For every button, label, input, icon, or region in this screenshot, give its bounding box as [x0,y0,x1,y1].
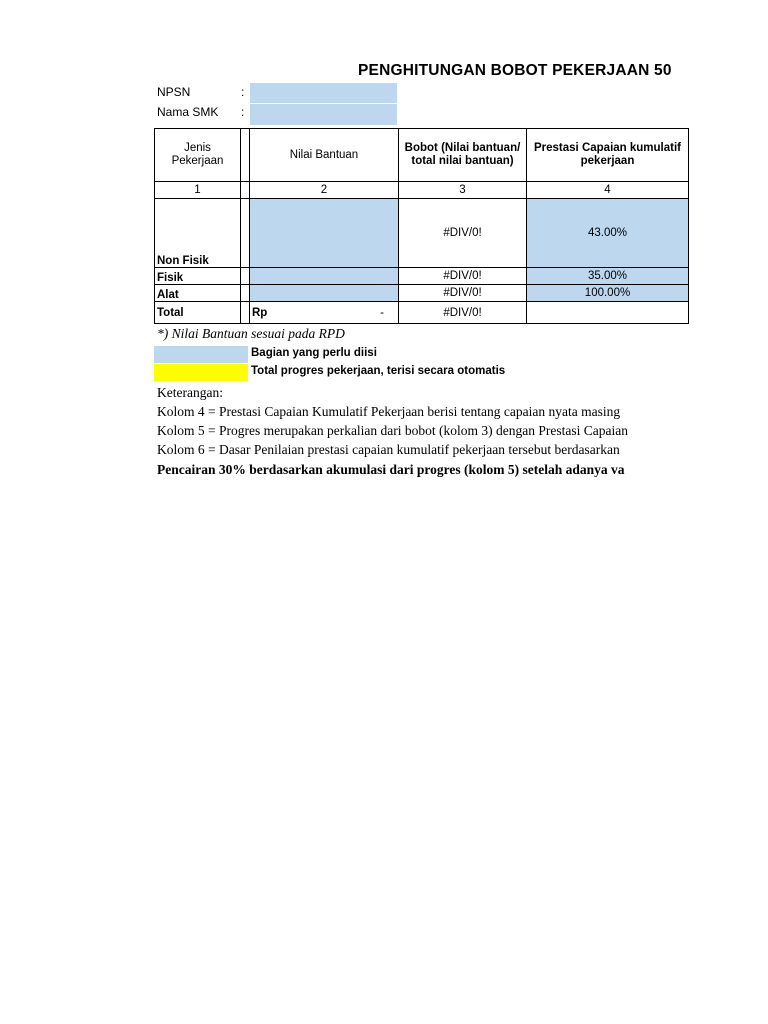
rpd-note: *) Nilai Bantuan sesuai pada RPD [157,326,345,341]
npsn-label: NPSN [157,85,191,99]
col-number-spacer [241,182,250,199]
row-spacer [241,199,250,268]
total-prestasi [527,302,689,324]
col-number-4: 4 [527,182,689,199]
total-nilai-bantuan [250,302,399,324]
keterangan-line-kolom-5: Kolom 5 = Progres merupakan perkalian dari bobot (kolom 3) dengan Prestasi Capaian [157,423,628,438]
bobot-value-non-fisik: #DIV/0! [399,199,527,268]
keterangan-line-pencairan: Pencairan 30% berdasarkan akumulasi dari progres (kolom 5) setelah adanya va [157,462,625,477]
legend-blue-text: Bagian yang perlu diisi [251,347,377,359]
prestasi-input-non-fisik[interactable]: 43.00% [527,199,689,268]
table-row [155,285,689,302]
prestasi-input-alat[interactable]: 100.00% [527,285,689,302]
legend-blue-swatch [154,346,248,363]
nama-smk-colon: : [241,105,245,119]
row-spacer [241,268,250,285]
legend-yellow-swatch [154,364,248,381]
row-label-non-fisik: Non Fisik [155,199,241,268]
total-currency: Rp [252,306,268,319]
keterangan-line-kolom-6: Kolom 6 = Dasar Penilaian prestasi capaian kumulatif pekerjaan tersebut berdasarkan [157,442,620,457]
table-row [155,199,689,268]
header-nilai-bantuan: Nilai Bantuan [250,129,399,182]
page-title: PENGHITUNGAN BOBOT PEKERJAAN 50 [358,62,672,79]
nilai-bantuan-input-non-fisik[interactable] [250,199,399,268]
npsn-input-cell[interactable] [250,83,397,103]
col-number-1: 1 [155,182,241,199]
col-number-3: 3 [399,182,527,199]
header-bobot: Bobot (Nilai bantuan/ total nilai bantuan) [399,129,527,182]
header-row [155,129,689,182]
row-label-alat: Alat [155,285,241,302]
header-prestasi: Prestasi Capaian kumulatif pekerjaan [527,129,689,182]
bobot-value-fisik: #DIV/0! [399,268,527,285]
npsn-colon: : [241,85,245,99]
table-row [155,268,689,285]
total-dash: - [380,306,384,319]
header-jenis-pekerjaan: Jenis Pekerjaan [155,129,241,182]
nama-smk-label: Nama SMK [157,105,219,119]
legend-yellow-text: Total progres pekerjaan, terisi secara otomatis [251,365,506,377]
row-label-fisik: Fisik [155,268,241,285]
nilai-bantuan-input-fisik[interactable] [250,268,399,285]
keterangan-line-kolom-4: Kolom 4 = Prestasi Capaian Kumulatif Pekerjaan berisi tentang capaian nyata masing [157,404,621,419]
prestasi-input-fisik[interactable]: 35.00% [527,268,689,285]
row-spacer [241,302,250,324]
total-bobot: #DIV/0! [399,302,527,324]
keterangan-heading: Keterangan: [157,385,223,400]
nama-smk-input-cell[interactable] [250,104,397,125]
col-number-2: 2 [250,182,399,199]
bobot-table [154,128,689,324]
bobot-value-alat: #DIV/0! [399,285,527,302]
row-label-total: Total [155,302,241,324]
header-spacer [241,129,250,182]
total-row [155,302,689,324]
nilai-bantuan-input-alat[interactable] [250,285,399,302]
column-number-row [155,182,689,199]
row-spacer [241,285,250,302]
